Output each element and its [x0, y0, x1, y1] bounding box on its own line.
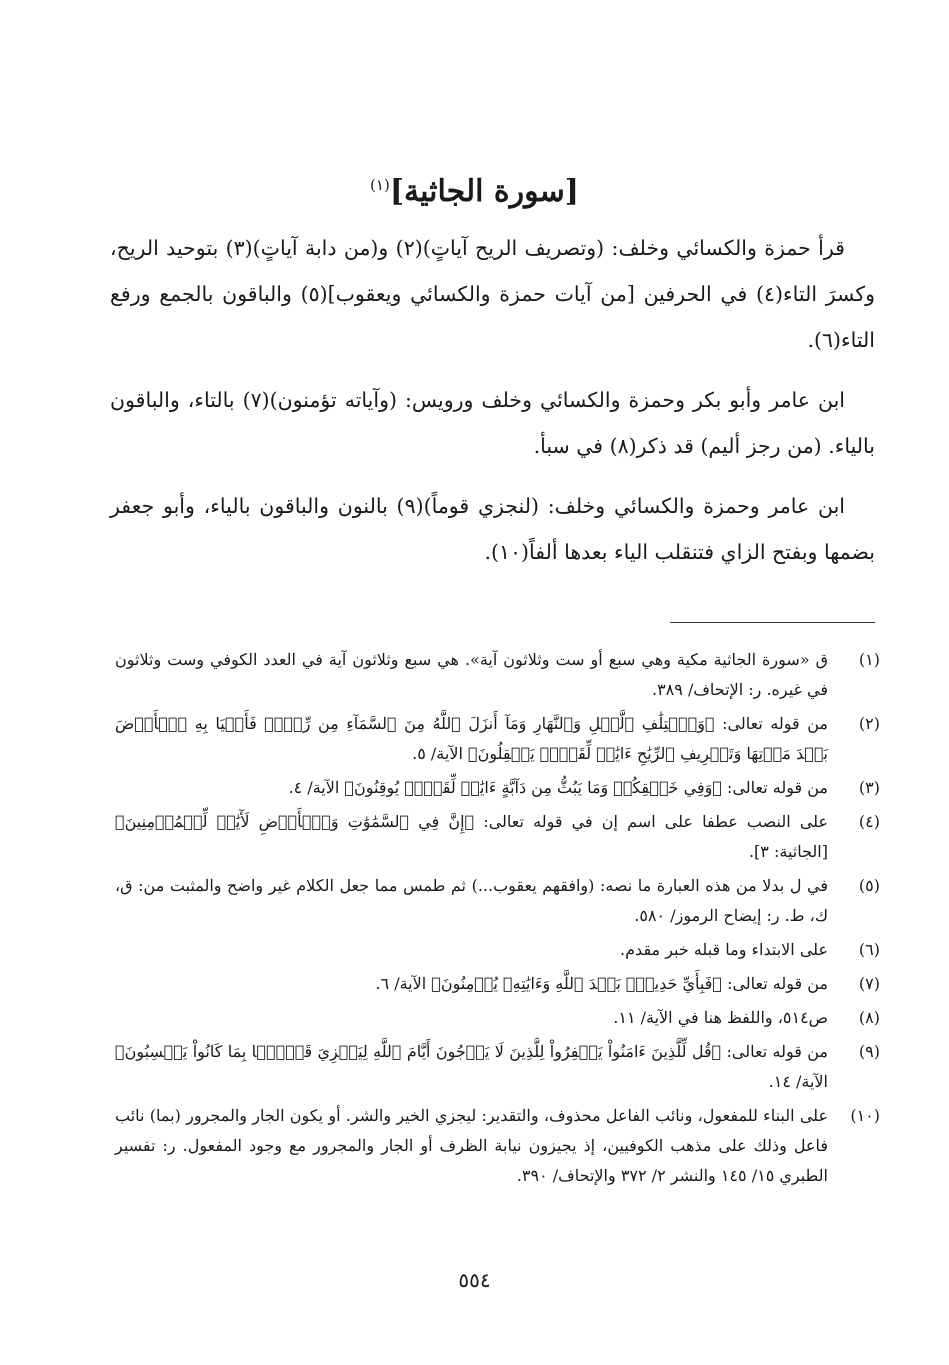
footnote-number: (٦): [858, 940, 880, 959]
footnote-text: من قوله تعالى: ﴿وَفِي خَلۡقِكُمۡ وَمَا يَبُثُّ مِن دَآبَّةٍ ءَايَٰتٞ لِّقَوۡمٖ يُوقِنُونَ﴾ الآية/ ٤.: [288, 778, 828, 797]
footnote-number: (٤): [858, 812, 880, 831]
footnote-text: من قوله تعالى: ﴿وَٱخۡتِلَٰفِ ٱلَّيۡلِ وَٱلنَّهَارِ وَمَآ أَنزَلَ ٱللَّهُ مِنَ ٱلسَّمَآءِ مِن رِّزۡقٖ فَأَحۡيَا بِهِ ٱلۡأَرۡضَ بَعۡدَ مَوۡتِهَا وَتَصۡرِيفِ ٱلرِّيَٰحِ ءَايَٰتٞ لِّقَوۡمٖ يَعۡقِلُونَ﴾ الآية/ ٥.: [115, 714, 828, 763]
footnote-item: [115, 1101, 880, 1191]
footnote-number: (٧): [858, 974, 880, 993]
paragraph-3: ابن عامر وحمزة والكسائي وخلف: (لنجزي قوماً)(٩) بالنون والباقون بالياء، وأبو جعفر بضمها وبفتح الزاي فتنقلب الياء بعدها ألفاً(١٠).: [110, 494, 875, 564]
footnote-number: (١٠): [850, 1106, 880, 1125]
footnote-item: [115, 871, 880, 931]
footnote-text: من قوله تعالى: ﴿قُل لِّلَّذِينَ ءَامَنُواْ يَغۡفِرُواْ لِلَّذِينَ لَا يَرۡجُونَ أَيَّامَ ٱللَّهِ لِيَجۡزِيَ قَوۡمَۢا بِمَا كَانُواْ يَكۡسِبُونَ﴾ الآية/ ١٤.: [115, 1042, 828, 1091]
footnote-separator: [670, 622, 875, 623]
footnote-item: [115, 773, 880, 803]
footnote-item: [115, 935, 880, 965]
page-number: ٥٥٤: [458, 1268, 491, 1292]
footnote-number: (٩): [858, 1042, 880, 1061]
footnote-number: (٨): [858, 1008, 880, 1027]
footnote-number: (١): [858, 650, 880, 669]
footnote-text: ص٥١٤، واللفظ هنا في الآية/ ١١.: [613, 1008, 828, 1027]
footnote-item: [115, 645, 880, 705]
footnote-number: (٢): [858, 714, 880, 733]
paragraph-1: قرأ حمزة والكسائي وخلف: (وتصريف الريح آياتٍ)(٢) و(من دابة آياتٍ)(٣) بتوحيد الريح، وكسرَ التاء(٤) في الحرفين [من آيات حمزة والكسائي ويعقوب](٥) والباقون بالجمع ورفع التاء(٦).: [110, 236, 875, 352]
footnote-text: على الابتداء وما قبله خبر مقدم.: [620, 940, 828, 959]
footnotes: [115, 645, 880, 1195]
footnote-text: من قوله تعالى: ﴿فَبِأَيِّ حَدِيثِۢ بَعۡدَ ٱللَّهِ وَءَايَٰتِهِۦ يُؤۡمِنُونَ﴾ الآية/ ٦.: [375, 974, 828, 993]
surah-title-text: [سورة الجاثية]: [389, 174, 579, 209]
footnote-number: (٥): [858, 876, 880, 895]
footnote-item: [115, 709, 880, 769]
paragraph-2: ابن عامر وأبو بكر وحمزة والكسائي وخلف ورويس: (وآياته تؤمنون)(٧) بالتاء، والباقون بالياء. (من رجز أليم) قد ذكر(٨) في سبأ.: [110, 388, 875, 458]
footnote-text: ق «سورة الجاثية مكية وهي سبع أو ست وثلاثون آية». هي سبع وثلاثون آية في العدد الكوفي وست وثلاثون في غيره. ر: الإتحاف/ ٣٨٩.: [115, 650, 829, 699]
footnote-item: [115, 1003, 880, 1033]
footnote-number: (٣): [858, 778, 880, 797]
footnote-text: على النصب عطفا على اسم إن في قوله تعالى: ﴿إِنَّ فِي ٱلسَّمَٰوَٰتِ وَٱلۡأَرۡضِ لَأٓيَٰتٖ لِّلۡمُؤۡمِنِينَ﴾ [الجاثية: ٣].: [115, 812, 828, 861]
footnote-item: [115, 1037, 880, 1097]
surah-title-footnote-ref: (١): [370, 176, 390, 194]
surah-title: [0, 160, 949, 217]
footnote-text: في ل بدلا من هذه العبارة ما نصه: (وافقهم يعقوب...) ثم طمس مما جعل الكلام غير واضح والمثبت من: ق، ك، ط. ر: إيضاح الرموز/ ٥٨٠.: [115, 876, 829, 925]
footnote-item: [115, 807, 880, 867]
main-text: [110, 225, 875, 589]
footnote-text: على البناء للمفعول، ونائب الفاعل محذوف، والتقدير: ليجزي الخير والشر. أو يكون الجار والمجرور (بما) نائب فاعل وذلك على مذهب الكوفيين، إذ يجيزون نيابة الظرف أو الجار والمجرور مع وجود المفعول. ر: تفسير الطبري ١٥/ ١٤٥ والنشر ٢/ ٣٧٢ والإتحاف/ ٣٩٠.: [115, 1106, 828, 1185]
footnote-item: [115, 969, 880, 999]
